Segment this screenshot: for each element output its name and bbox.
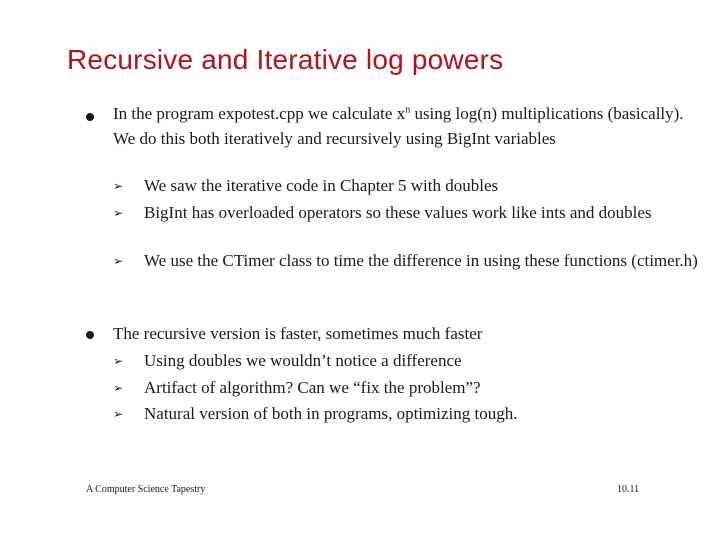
bullet-1-text-before: In the program expotest.cpp we calculate x: [113, 104, 406, 123]
sub-item-text: We saw the iterative code in Chapter 5 with doubles: [144, 176, 499, 195]
sub-item-text: Natural version of both in programs, optimizing tough.: [144, 404, 518, 423]
arrow-bullet-icon: ➢: [113, 354, 124, 368]
bullet-2-text: The recursive version is faster, sometimes much faster: [113, 324, 483, 343]
sub-item-text: Using doubles we wouldn’t notice a difference: [144, 351, 462, 370]
footer-book-title: A Computer Science Tapestry: [86, 484, 206, 495]
bullet-dot: [86, 113, 94, 121]
sub-item: [113, 376, 703, 400]
sub-item: [113, 201, 703, 225]
bullet-1-text-after: using log(n) multiplications (basically). We do this both iteratively and recursively using BigInt variables: [113, 104, 684, 148]
sub-item: [113, 249, 703, 273]
sub-item: [113, 174, 703, 198]
sub-item: [113, 349, 703, 373]
slide-title: Recursive and Iterative log powers: [67, 44, 504, 75]
arrow-bullet-icon: ➢: [113, 254, 124, 268]
bullet-1-text: [113, 102, 703, 151]
arrow-bullet-icon: ➢: [113, 179, 124, 193]
arrow-bullet-icon: ➢: [113, 407, 124, 421]
sub-item-text: We use the CTimer class to time the difference in using these functions (ctimer.h): [144, 251, 698, 270]
bullet-1-superscript: n: [405, 104, 411, 116]
sub-item-text: Artifact of algorithm? Can we “fix the problem”?: [144, 378, 481, 397]
bullet-dot: [86, 331, 94, 339]
arrow-bullet-icon: ➢: [113, 206, 124, 220]
sub-item: [113, 402, 703, 426]
sub-item-text: BigInt has overloaded operators so these values work like ints and doubles: [144, 203, 652, 222]
arrow-bullet-icon: ➢: [113, 381, 124, 395]
footer-page-number: 10.11: [617, 484, 640, 495]
